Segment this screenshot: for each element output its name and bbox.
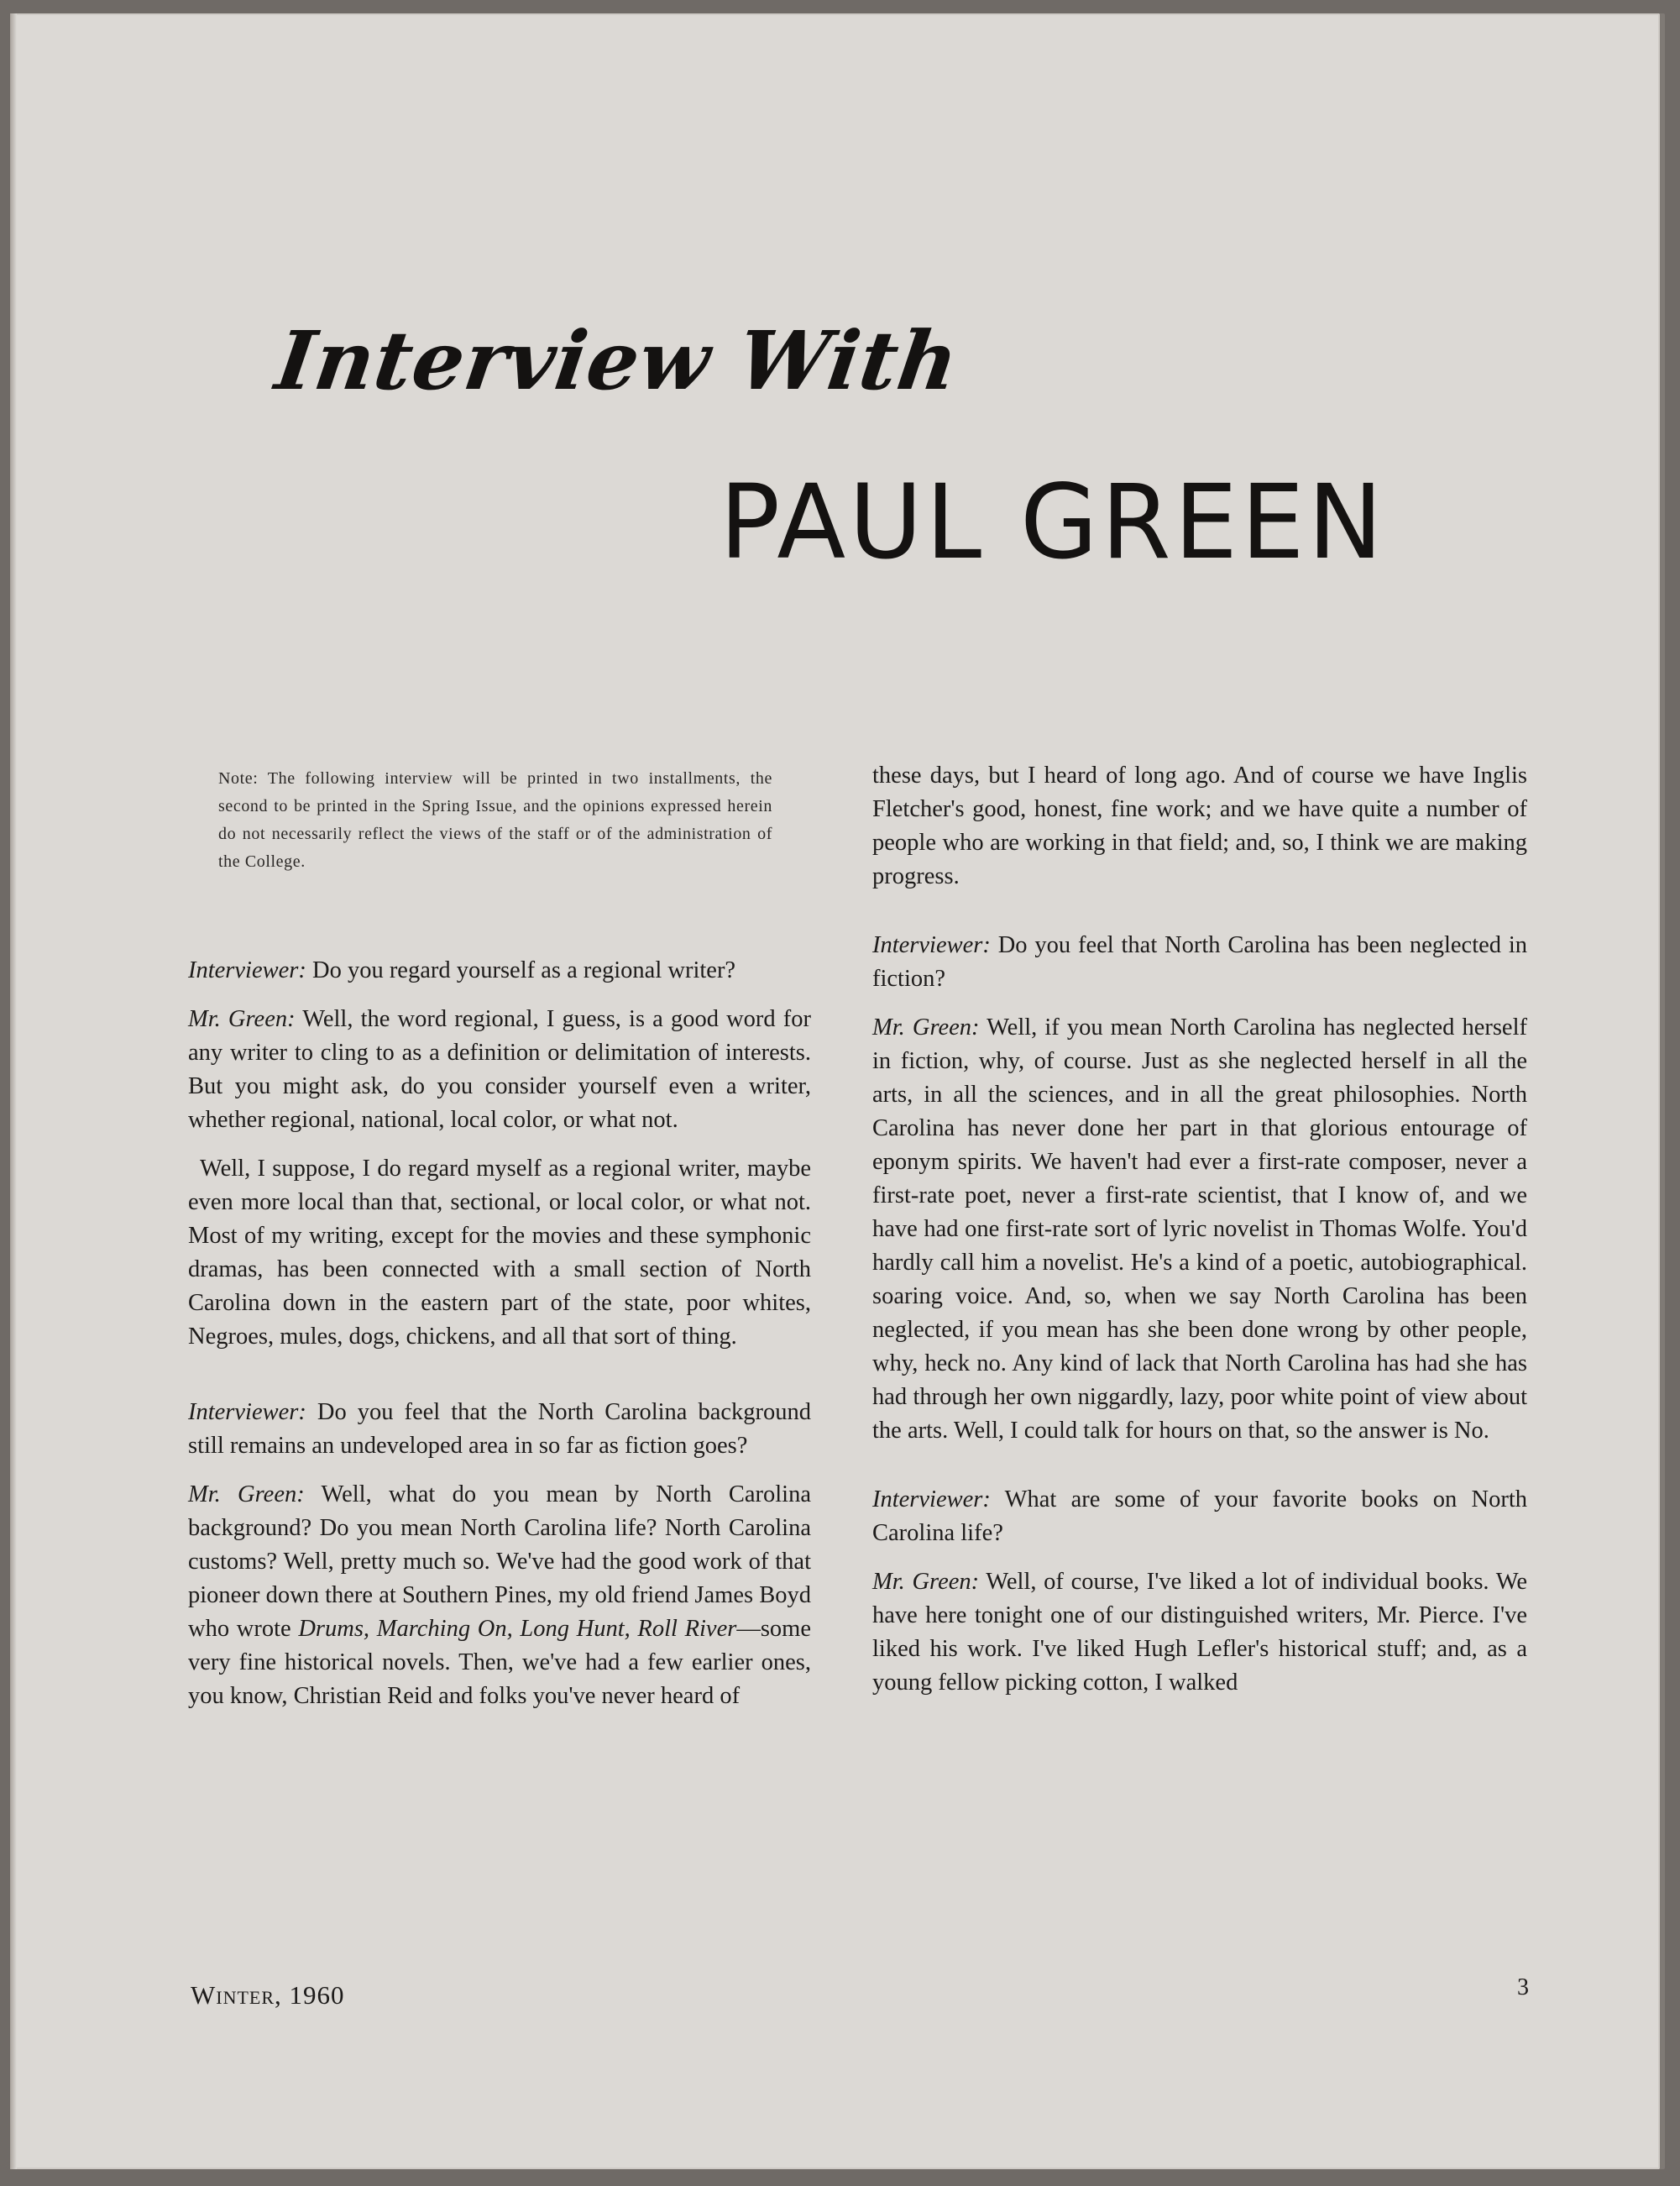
question-text: Do you regard yourself as a regional writer? <box>311 957 736 983</box>
question-1 <box>188 954 811 988</box>
answer-3 <box>872 1011 1527 1448</box>
title-line-2: PAUL GREEN <box>720 463 1386 582</box>
page-spine-shadow <box>10 13 17 2169</box>
book-titles: Drums, Marching On, Long Hunt, Roll River <box>298 1616 737 1642</box>
question-text: Do you feel that North Carolina has been neglected in fiction? <box>872 932 1528 992</box>
answer-text: Well, the word regional, I guess, is a good word for any writer to cling to as a definition or delimitation of interests. But you might ask, do you consider yourself even a writer, whether regional, national, local color, or what not. <box>188 1006 812 1133</box>
question-text: Do you feel that the North Carolina background still remains an undeveloped area in so far as fiction goes? <box>188 1399 811 1459</box>
left-column <box>188 954 811 1713</box>
speaker-label: Mr. Green: <box>872 1569 980 1595</box>
answer-text: Well, what do you mean by North Carolina background? Do you mean North Carolina life? North Carolina customs? Well, pretty much so. We've had the good work of that pioneer down there at Southern Pines, my old friend James Boyd who wrote <box>188 1481 811 1642</box>
question-3 <box>872 929 1527 996</box>
page-number: 3 <box>1517 1974 1529 2000</box>
answer-1-paragraph-1 <box>188 1003 811 1137</box>
speaker-label: Interviewer: <box>872 932 991 958</box>
answer-1-paragraph-2: Well, I suppose, I do regard myself as a regional writer, maybe even more local than that, sectional, or local color, or what not. Most of my writing, except for the movies and these symphonic dramas, has been connected with a small section of North Carolina down in the eastern part of the state, poor whites, Negroes, mules, dogs, chickens, and all that sort of thing. <box>188 1156 811 1350</box>
right-column <box>872 759 1527 1700</box>
editorial-note: Note: The following interview will be printed in two installments, the second to be printed in the Spring Issue, and the opinions expressed herein do not necessarily reflect the views of the staff or of the administration of the College. <box>218 769 772 871</box>
answer-text: Well, if you mean North Carolina has neglected herself in fiction, why, of course. Just as she neglected herself in all the arts, in all the sciences, and in all the great philosophies. North Carolina has never done her part in that glorious entourage of eponym spirits. We haven't had ever a first-rate composer, never a first-rate poet, never a first-rate scientist, that I know of, and we have had one first-rate sort of lyric novelist in Thomas Wolfe. You'd hardly call him a novelist. He's a kind of a poetic, autobiographical. soaring voice. And, so, when we say North Carolina has been neglected, if you mean has she been done wrong by other people, why, heck no. Any kind of lack that North Carolina has had she has had through her own niggardly, lazy, poor white point of view about the arts. Well, I could talk for hours on that, so the answer is No. <box>872 1014 1527 1444</box>
speaker-label: Mr. Green: <box>872 1014 980 1041</box>
magazine-page <box>10 13 1660 2169</box>
question-2 <box>188 1396 811 1463</box>
answer-text: Well, of course, I've liked a lot of individual books. We have here tonight one of our distinguished writers, Mr. Pierce. I've liked his work. I've liked Hugh Lefler's historical stuff; and, as a young fellow picking cotton, I walked <box>872 1569 1527 1696</box>
answer-text-end: —some very fine historical novels. Then, we've had a few earlier ones, you know, Christian Reid and folks you've never heard of <box>188 1616 811 1709</box>
answer-2-continued: these days, but I heard of long ago. And of course we have Inglis Fletcher's good, honest, fine work; and we have quite a number of people who are working in that field; and, so, I think we are making progress. <box>872 763 1527 889</box>
speaker-label: Interviewer: <box>872 1486 991 1512</box>
answer-4 <box>872 1565 1527 1700</box>
speaker-label: Interviewer: <box>188 1399 306 1425</box>
question-text: What are some of your favorite books on North Carolina life? <box>872 1486 1527 1546</box>
question-4 <box>872 1483 1527 1550</box>
issue-date: Winter, 1960 <box>191 1980 345 2010</box>
speaker-label: Interviewer: <box>188 957 306 983</box>
speaker-label: Mr. Green: <box>188 1481 305 1507</box>
answer-2 <box>188 1478 811 1713</box>
title-line-1: Interview With <box>270 313 965 408</box>
speaker-label: Mr. Green: <box>188 1006 296 1032</box>
